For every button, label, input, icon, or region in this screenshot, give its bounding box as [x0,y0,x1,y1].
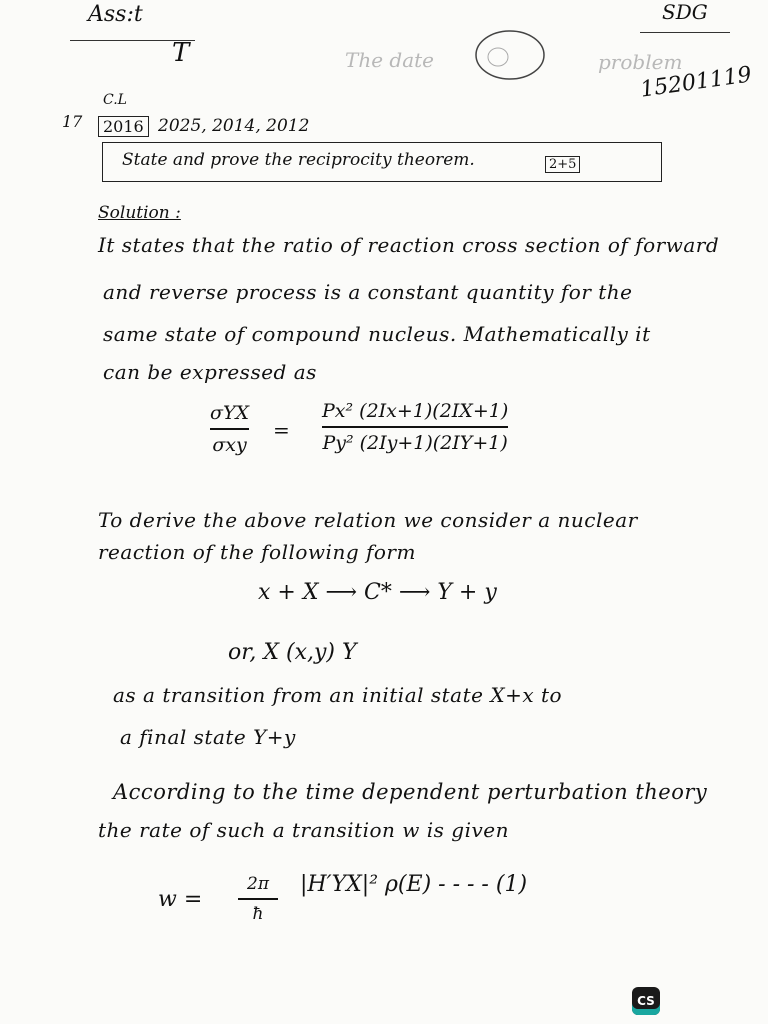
para1-line2: and reverse process is a constant quantity for the [103,280,633,304]
para3-line2: a final state Y+y [120,725,296,749]
year-main: 2016 [98,116,149,137]
solution-heading: Solution : [98,203,181,223]
header-faint-center: The date [345,48,435,72]
years-other: 2025, 2014, 2012 [158,116,310,136]
para4-line2: the rate of such a transition w is given [98,818,509,842]
header-topright-initials: SDG [662,0,708,24]
question-label: C.L [103,92,127,108]
para1-line1: It states that the ratio of reaction cross section of forward [98,233,720,257]
question-text: State and prove the reciprocity theorem. [122,150,475,170]
eq2-fraction [238,874,278,924]
roll-number: 15201119 [638,62,754,103]
eq1-rhs-numerator: Px² (2Ix+1)(2IX+1) [322,400,509,422]
camscanner-logo-label: CS [637,994,655,1008]
eq1-rhs-fraction [322,400,508,454]
question-number: 17 [62,112,83,131]
eq2-lhs: w = [158,887,203,912]
para1-line3: same state of compound nucleus. Mathematically it [103,322,651,346]
para4-line1: According to the time dependent perturbation theory [113,780,708,804]
eq1-lhs-numerator: σYX [210,402,250,424]
circled-mark-icon [470,25,550,85]
eq1-equals: = [273,418,290,442]
reaction-equation: x + X ⟶ C* ⟶ Y + y [258,580,497,605]
camscanner-logo-icon [632,987,660,1015]
header-mark: T [172,38,190,68]
eq1-lhs-fraction [210,402,249,456]
eq1-lhs-denominator: σxy [212,433,247,456]
para2-line1: To derive the above relation we consider a nuclear [98,508,638,532]
eq1-rhs-bar [322,426,508,428]
eq2-numerator: 2π [247,874,269,894]
para3-line1: as a transition from an initial state X+x to [113,683,563,707]
header-topright-underline [640,32,730,33]
header-faint-right: problem [598,50,683,74]
header-topleft-note: Ass:t [88,2,143,27]
eq2-bar [238,898,278,900]
para1-line4: can be expressed as [103,360,317,384]
question-marks: 2+5 [545,156,580,173]
eq1-lhs-bar [210,428,249,430]
eq2-rhs: |H′YX|² ρ(E) - - - - (1) [300,872,528,897]
para2-line2: reaction of the following form [98,540,416,564]
eq2-denominator: ħ [252,903,264,924]
eq1-rhs-denominator: Py² (2Iy+1)(2IY+1) [322,431,508,454]
reaction-notation: or, X (x,y) Y [228,640,357,665]
